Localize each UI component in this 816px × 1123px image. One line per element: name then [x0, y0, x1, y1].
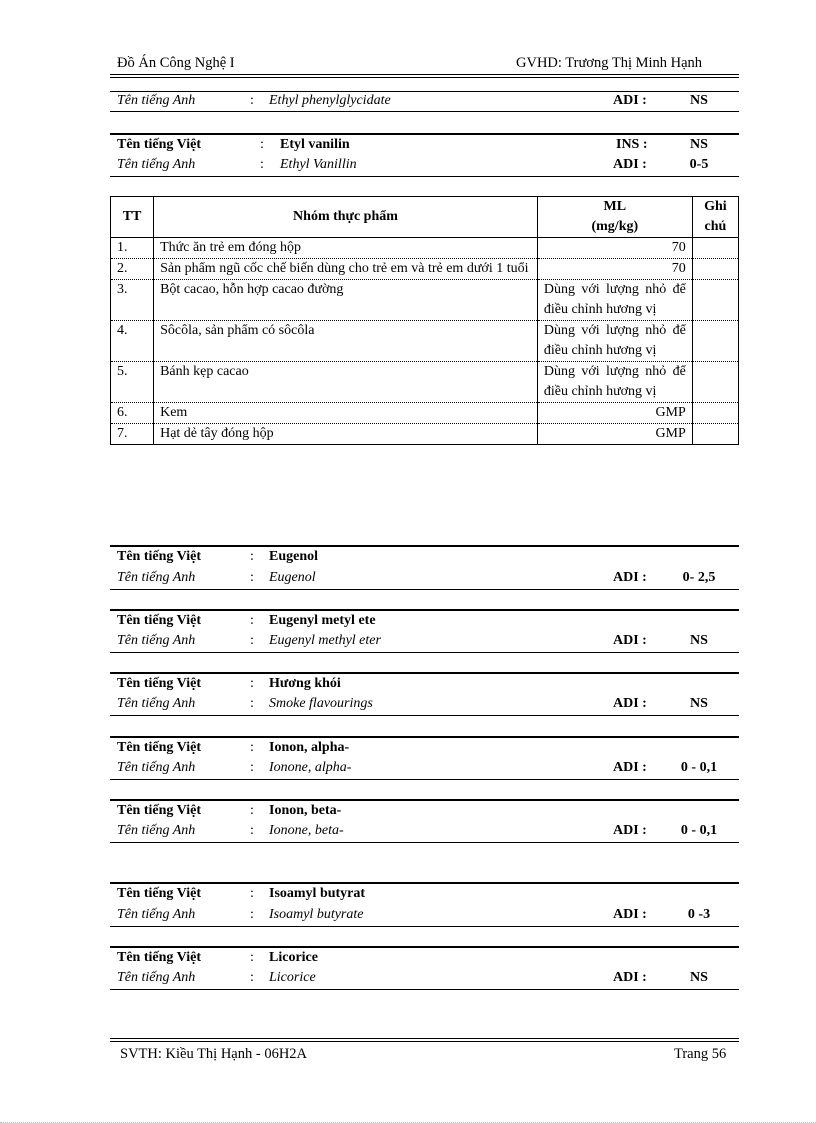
table-header-row: [111, 197, 739, 238]
table-row: [111, 259, 739, 280]
en-label: Tên tiếng Anh: [117, 696, 196, 711]
ml-table: [110, 196, 739, 445]
vn-label: Tên tiếng Việt: [117, 950, 201, 965]
adi-label: ADI :: [613, 760, 647, 775]
divider: [110, 882, 739, 884]
col-header-ml: [537, 197, 692, 238]
adi-label: ADI :: [613, 157, 647, 172]
adi-label: ADI :: [613, 907, 647, 922]
vn-name: Ionon, alpha-: [269, 740, 350, 755]
row-group: Thức ăn trẻ em đóng hộp: [154, 238, 538, 259]
adi-label: ADI :: [613, 633, 647, 648]
divider: [110, 799, 739, 801]
colon: :: [250, 803, 254, 818]
header-rule: [110, 74, 739, 78]
row-note: [692, 403, 738, 424]
row-tt: 2.: [111, 259, 154, 280]
en-label: Tên tiếng Anh: [117, 633, 196, 648]
adi-label: ADI :: [613, 570, 647, 585]
note-line2: chú: [704, 219, 727, 234]
row-tt: 7.: [111, 424, 154, 445]
divider: [110, 545, 739, 547]
divider: [110, 589, 739, 590]
row-group: Kem: [154, 403, 538, 424]
header-left: Đồ Án Công Nghệ I: [117, 55, 235, 71]
vn-name: Licorice: [269, 950, 318, 965]
colon: :: [250, 886, 254, 901]
row-ml: 70: [537, 259, 692, 280]
note-line1: Ghi: [704, 199, 727, 214]
vn-label: Tên tiếng Việt: [117, 137, 201, 152]
table-row: [111, 280, 739, 321]
colon: :: [260, 137, 264, 152]
adi-label: ADI :: [613, 970, 647, 985]
colon: :: [250, 570, 254, 585]
colon: :: [250, 93, 254, 108]
en-name: Ionone, alpha-: [269, 760, 352, 775]
adi-value: NS: [690, 970, 708, 985]
row-ml: 70: [537, 238, 692, 259]
row-note: [692, 259, 738, 280]
vn-name: Eugenol: [269, 549, 319, 564]
adi-label: ADI :: [613, 696, 647, 711]
en-label: Tên tiếng Anh: [117, 907, 196, 922]
vn-label: Tên tiếng Việt: [117, 886, 201, 901]
en-label: Tên tiếng Anh: [117, 760, 196, 775]
en-label: Tên tiếng Anh: [117, 93, 196, 108]
col-header-tt: TT: [111, 197, 154, 238]
colon: :: [250, 823, 254, 838]
adi-value: 0- 2,5: [682, 570, 716, 585]
vn-name: Eugenyl metyl ete: [269, 613, 376, 628]
en-name: Ionone, beta-: [269, 823, 344, 838]
table-row: [111, 403, 739, 424]
divider: [110, 842, 739, 843]
vn-name: Hương khói: [269, 676, 341, 691]
colon: :: [250, 549, 254, 564]
divider: [110, 609, 739, 611]
row-note: [692, 280, 738, 321]
row-group: Sôcôla, sản phẩm có sôcôla: [154, 321, 538, 362]
table-row: [111, 362, 739, 403]
vn-name: Etyl vanilin: [280, 137, 350, 152]
divider: [110, 133, 739, 135]
col-header-group: Nhóm thực phẩm: [154, 197, 538, 238]
colon: :: [250, 633, 254, 648]
colon: :: [250, 970, 254, 985]
row-note: [692, 362, 738, 403]
divider: [110, 779, 739, 780]
row-ml: Dùng với lượng nhỏ để điều chỉnh hương vị: [537, 321, 692, 362]
adi-value: 0 - 0,1: [680, 823, 718, 838]
row-ml: GMP: [537, 403, 692, 424]
row-group: Bánh kẹp cacao: [154, 362, 538, 403]
divider: [110, 946, 739, 948]
table-row: [111, 424, 739, 445]
divider: [110, 736, 739, 738]
en-name: Isoamyl butyrate: [269, 907, 364, 922]
table-row: [111, 321, 739, 362]
row-tt: 3.: [111, 280, 154, 321]
vn-name: Isoamyl butyrat: [269, 886, 366, 901]
row-note: [692, 424, 738, 445]
footer-rule: [110, 1038, 739, 1042]
divider: [110, 91, 739, 92]
row-ml: GMP: [537, 424, 692, 445]
adi-label: ADI :: [613, 823, 647, 838]
row-group: Sản phẩm ngũ cốc chế biến dùng cho trẻ em và trẻ em dưới 1 tuổi: [154, 259, 538, 280]
page-number: Trang 56: [674, 1046, 727, 1062]
en-name: Eugenol: [269, 570, 316, 585]
en-name: Ethyl Vanillin: [280, 157, 357, 172]
en-name: Licorice: [269, 970, 316, 985]
en-label: Tên tiếng Anh: [117, 970, 196, 985]
colon: :: [250, 613, 254, 628]
vn-label: Tên tiếng Việt: [117, 613, 201, 628]
en-label: Tên tiếng Anh: [117, 570, 196, 585]
row-ml: Dùng với lượng nhỏ để điều chỉnh hương vị: [537, 362, 692, 403]
colon: :: [250, 740, 254, 755]
ins-label: INS :: [616, 137, 648, 152]
row-ml: Dùng với lượng nhỏ để điều chỉnh hương vị: [537, 280, 692, 321]
vn-label: Tên tiếng Việt: [117, 740, 201, 755]
colon: :: [260, 157, 264, 172]
divider: [110, 672, 739, 674]
ins-value: NS: [690, 137, 708, 152]
colon: :: [250, 676, 254, 691]
en-name: Ethyl phenylglycidate: [269, 93, 391, 108]
adi-value: 0 - 0,1: [680, 760, 718, 775]
table-row: [111, 238, 739, 259]
colon: :: [250, 760, 254, 775]
row-tt: 6.: [111, 403, 154, 424]
en-label: Tên tiếng Anh: [117, 823, 196, 838]
vn-label: Tên tiếng Việt: [117, 676, 201, 691]
colon: :: [250, 696, 254, 711]
ml-line1: ML: [603, 199, 627, 214]
adi-value: NS: [690, 93, 708, 108]
ml-line2: (mg/kg): [591, 219, 639, 234]
vn-label: Tên tiếng Việt: [117, 803, 201, 818]
row-note: [692, 321, 738, 362]
row-tt: 1.: [111, 238, 154, 259]
row-tt: 5.: [111, 362, 154, 403]
en-name: Smoke flavourings: [269, 696, 373, 711]
divider: [110, 176, 739, 177]
adi-value: NS: [690, 696, 708, 711]
row-group: Hạt dẻ tây đóng hộp: [154, 424, 538, 445]
header-right: GVHD: Trương Thị Minh Hạnh: [516, 55, 703, 71]
adi-value: 0-5: [689, 157, 709, 172]
row-group: Bột cacao, hỗn hợp cacao đường: [154, 280, 538, 321]
adi-label: ADI :: [613, 93, 647, 108]
adi-value: 0 -3: [687, 907, 711, 922]
colon: :: [250, 907, 254, 922]
divider: [110, 715, 739, 716]
adi-value: NS: [690, 633, 708, 648]
divider: [110, 926, 739, 927]
col-header-note: [692, 197, 738, 238]
row-note: [692, 238, 738, 259]
row-tt: 4.: [111, 321, 154, 362]
vn-name: Ionon, beta-: [269, 803, 342, 818]
divider: [110, 111, 739, 112]
en-name: Eugenyl methyl eter: [269, 633, 381, 648]
colon: :: [250, 950, 254, 965]
divider: [110, 989, 739, 990]
vn-label: Tên tiếng Việt: [117, 549, 201, 564]
footer-left: SVTH: Kiều Thị Hạnh - 06H2A: [120, 1046, 308, 1062]
en-label: Tên tiếng Anh: [117, 157, 196, 172]
divider: [110, 652, 739, 653]
